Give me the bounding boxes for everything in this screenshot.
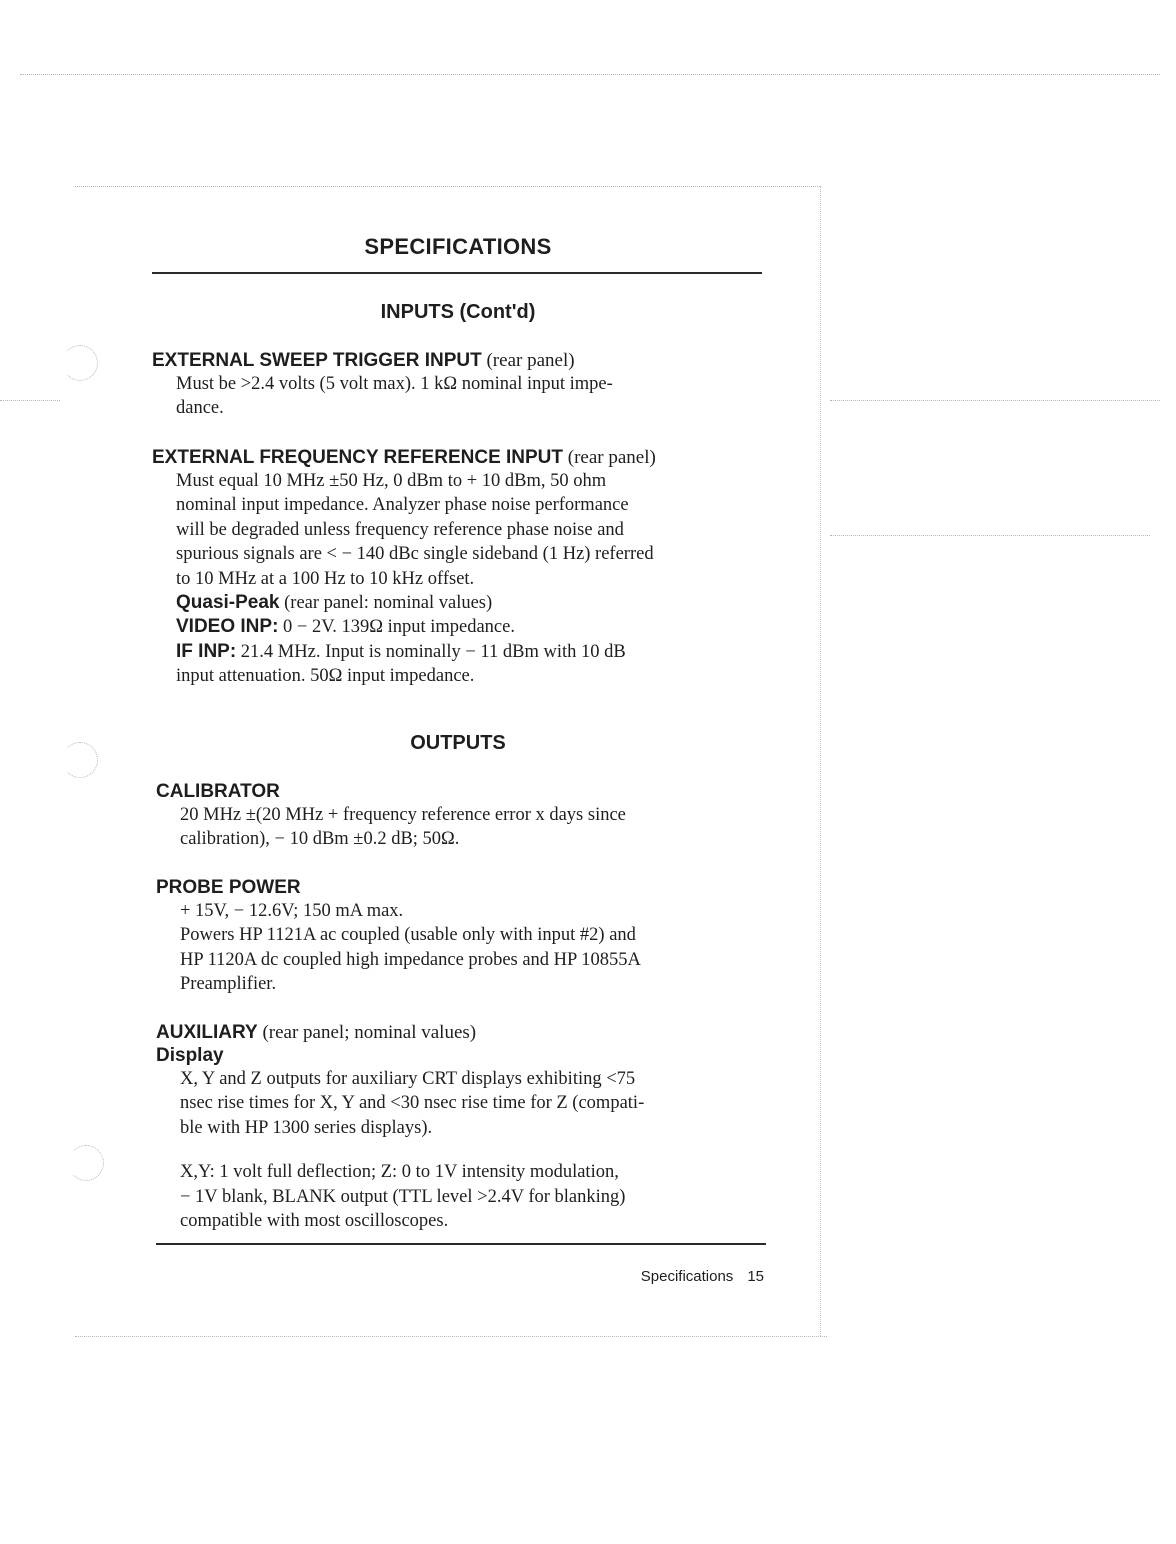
inputs-heading: INPUTS (Cont'd) xyxy=(380,301,536,323)
probe-power-text xyxy=(156,899,771,997)
external-sweep-trigger-label: EXTERNAL SWEEP TRIGGER INPUT xyxy=(152,350,482,371)
external-frequency-reference-qualifier: (rear panel) xyxy=(567,447,656,468)
text-line: 20 MHz ±(20 MHz + frequency reference error x days since xyxy=(180,805,626,825)
external-frequency-reference-label: EXTERNAL FREQUENCY REFERENCE INPUT xyxy=(152,447,564,468)
scan-edge-page-top xyxy=(75,186,820,187)
calibrator-title xyxy=(156,780,771,803)
text-line: calibration), − 10 dBm ±0.2 dB; 50Ω. xyxy=(180,829,460,850)
punch-hole-2 xyxy=(62,742,98,778)
if-inp-label: IF INP: xyxy=(176,640,237,662)
text-line: to 10 MHz at a 100 Hz to 10 kHz offset. xyxy=(176,568,475,589)
scan-edge-top xyxy=(20,74,1160,75)
text-line: compatible with most oscilloscopes. xyxy=(180,1211,449,1232)
display-subtitle xyxy=(156,1044,771,1067)
text-line: − 1V blank, BLANK output (TTL level >2.4V for blanking) xyxy=(180,1186,626,1207)
page-title: SPECIFICATIONS xyxy=(364,234,552,259)
quasi-peak-label: Quasi-Peak xyxy=(176,592,280,614)
external-frequency-reference-title xyxy=(152,446,767,469)
scan-mark-2 xyxy=(830,535,1150,536)
if-inp-line-2: input attenuation. 50Ω input impedance. xyxy=(176,666,475,687)
text-line: nsec rise times for X, Y and <30 nsec rise time for Z (compati- xyxy=(180,1093,645,1114)
text-line: X,Y: 1 volt full deflection; Z: 0 to 1V intensity modulation, xyxy=(180,1162,619,1183)
text-line: + 15V, − 12.6V; 150 mA max. xyxy=(180,901,404,921)
page-footer xyxy=(641,1268,764,1285)
quasi-peak-line xyxy=(176,591,767,615)
external-sweep-trigger-block xyxy=(152,349,767,421)
external-sweep-trigger-text xyxy=(152,372,767,421)
text-line: Powers HP 1121A ac coupled (usable only with input #2) and xyxy=(180,925,636,946)
probe-power-title xyxy=(156,876,771,899)
video-inp-line xyxy=(176,615,767,639)
scan-edge-page-bottom xyxy=(75,1336,827,1337)
text-line: X, Y and Z outputs for auxiliary CRT displays exhibiting <75 xyxy=(180,1069,636,1089)
text-line: Preamplifier. xyxy=(180,974,277,995)
text-line: ble with HP 1300 series displays). xyxy=(180,1117,433,1138)
probe-power-label: PROBE POWER xyxy=(156,877,301,898)
page-number: 15 xyxy=(747,1268,764,1285)
video-inp-text: 0 − 2V. 139Ω input impedance. xyxy=(283,617,515,638)
calibrator-label: CALIBRATOR xyxy=(156,781,280,802)
outputs-heading: OUTPUTS xyxy=(410,732,506,754)
external-sweep-trigger-title xyxy=(152,349,767,372)
auxiliary-text xyxy=(156,1067,771,1233)
external-frequency-reference-text xyxy=(152,469,767,689)
scan-edge-page-right xyxy=(820,186,821,1336)
text-line: spurious signals are < − 140 dBc single sideband (1 Hz) referred xyxy=(176,544,654,565)
external-sweep-trigger-qualifier: (rear panel) xyxy=(486,350,575,371)
text-line: nominal input impedance. Analyzer phase noise performance xyxy=(176,495,629,516)
auxiliary-block xyxy=(156,1021,771,1233)
scan-mark-3 xyxy=(0,400,60,401)
paragraph-gap xyxy=(180,1140,771,1160)
auxiliary-label: AUXILIARY xyxy=(156,1022,258,1043)
text-line: Must be >2.4 volts (5 volt max). 1 kΩ nominal input impe- xyxy=(176,374,613,394)
text-line: HP 1120A dc coupled high impedance probes and HP 10855A xyxy=(180,949,641,970)
auxiliary-qualifier: (rear panel; nominal values) xyxy=(262,1022,477,1043)
auxiliary-title xyxy=(156,1021,771,1044)
video-inp-label: VIDEO INP: xyxy=(176,616,279,638)
if-inp-text: 21.4 MHz. Input is nominally − 11 dBm with 10 dB xyxy=(240,641,626,662)
display-label: Display xyxy=(156,1045,224,1066)
text-line: Must equal 10 MHz ±50 Hz, 0 dBm to + 10 dBm, 50 ohm xyxy=(176,471,607,491)
bottom-rule xyxy=(156,1243,766,1245)
footer-label: Specifications xyxy=(640,1268,734,1285)
scan-mark-1 xyxy=(830,400,1160,401)
text-line: dance. xyxy=(176,398,224,419)
text-line: will be degraded unless frequency reference phase noise and xyxy=(176,519,624,540)
title-rule xyxy=(152,272,762,274)
if-inp-line xyxy=(176,640,767,664)
calibrator-block xyxy=(156,780,771,852)
quasi-peak-text: (rear panel: nominal values) xyxy=(284,593,493,614)
probe-power-block xyxy=(156,876,771,997)
punch-hole-3 xyxy=(68,1145,104,1181)
punch-hole-1 xyxy=(62,345,98,381)
external-frequency-reference-block xyxy=(152,446,767,689)
calibrator-text xyxy=(156,803,771,852)
